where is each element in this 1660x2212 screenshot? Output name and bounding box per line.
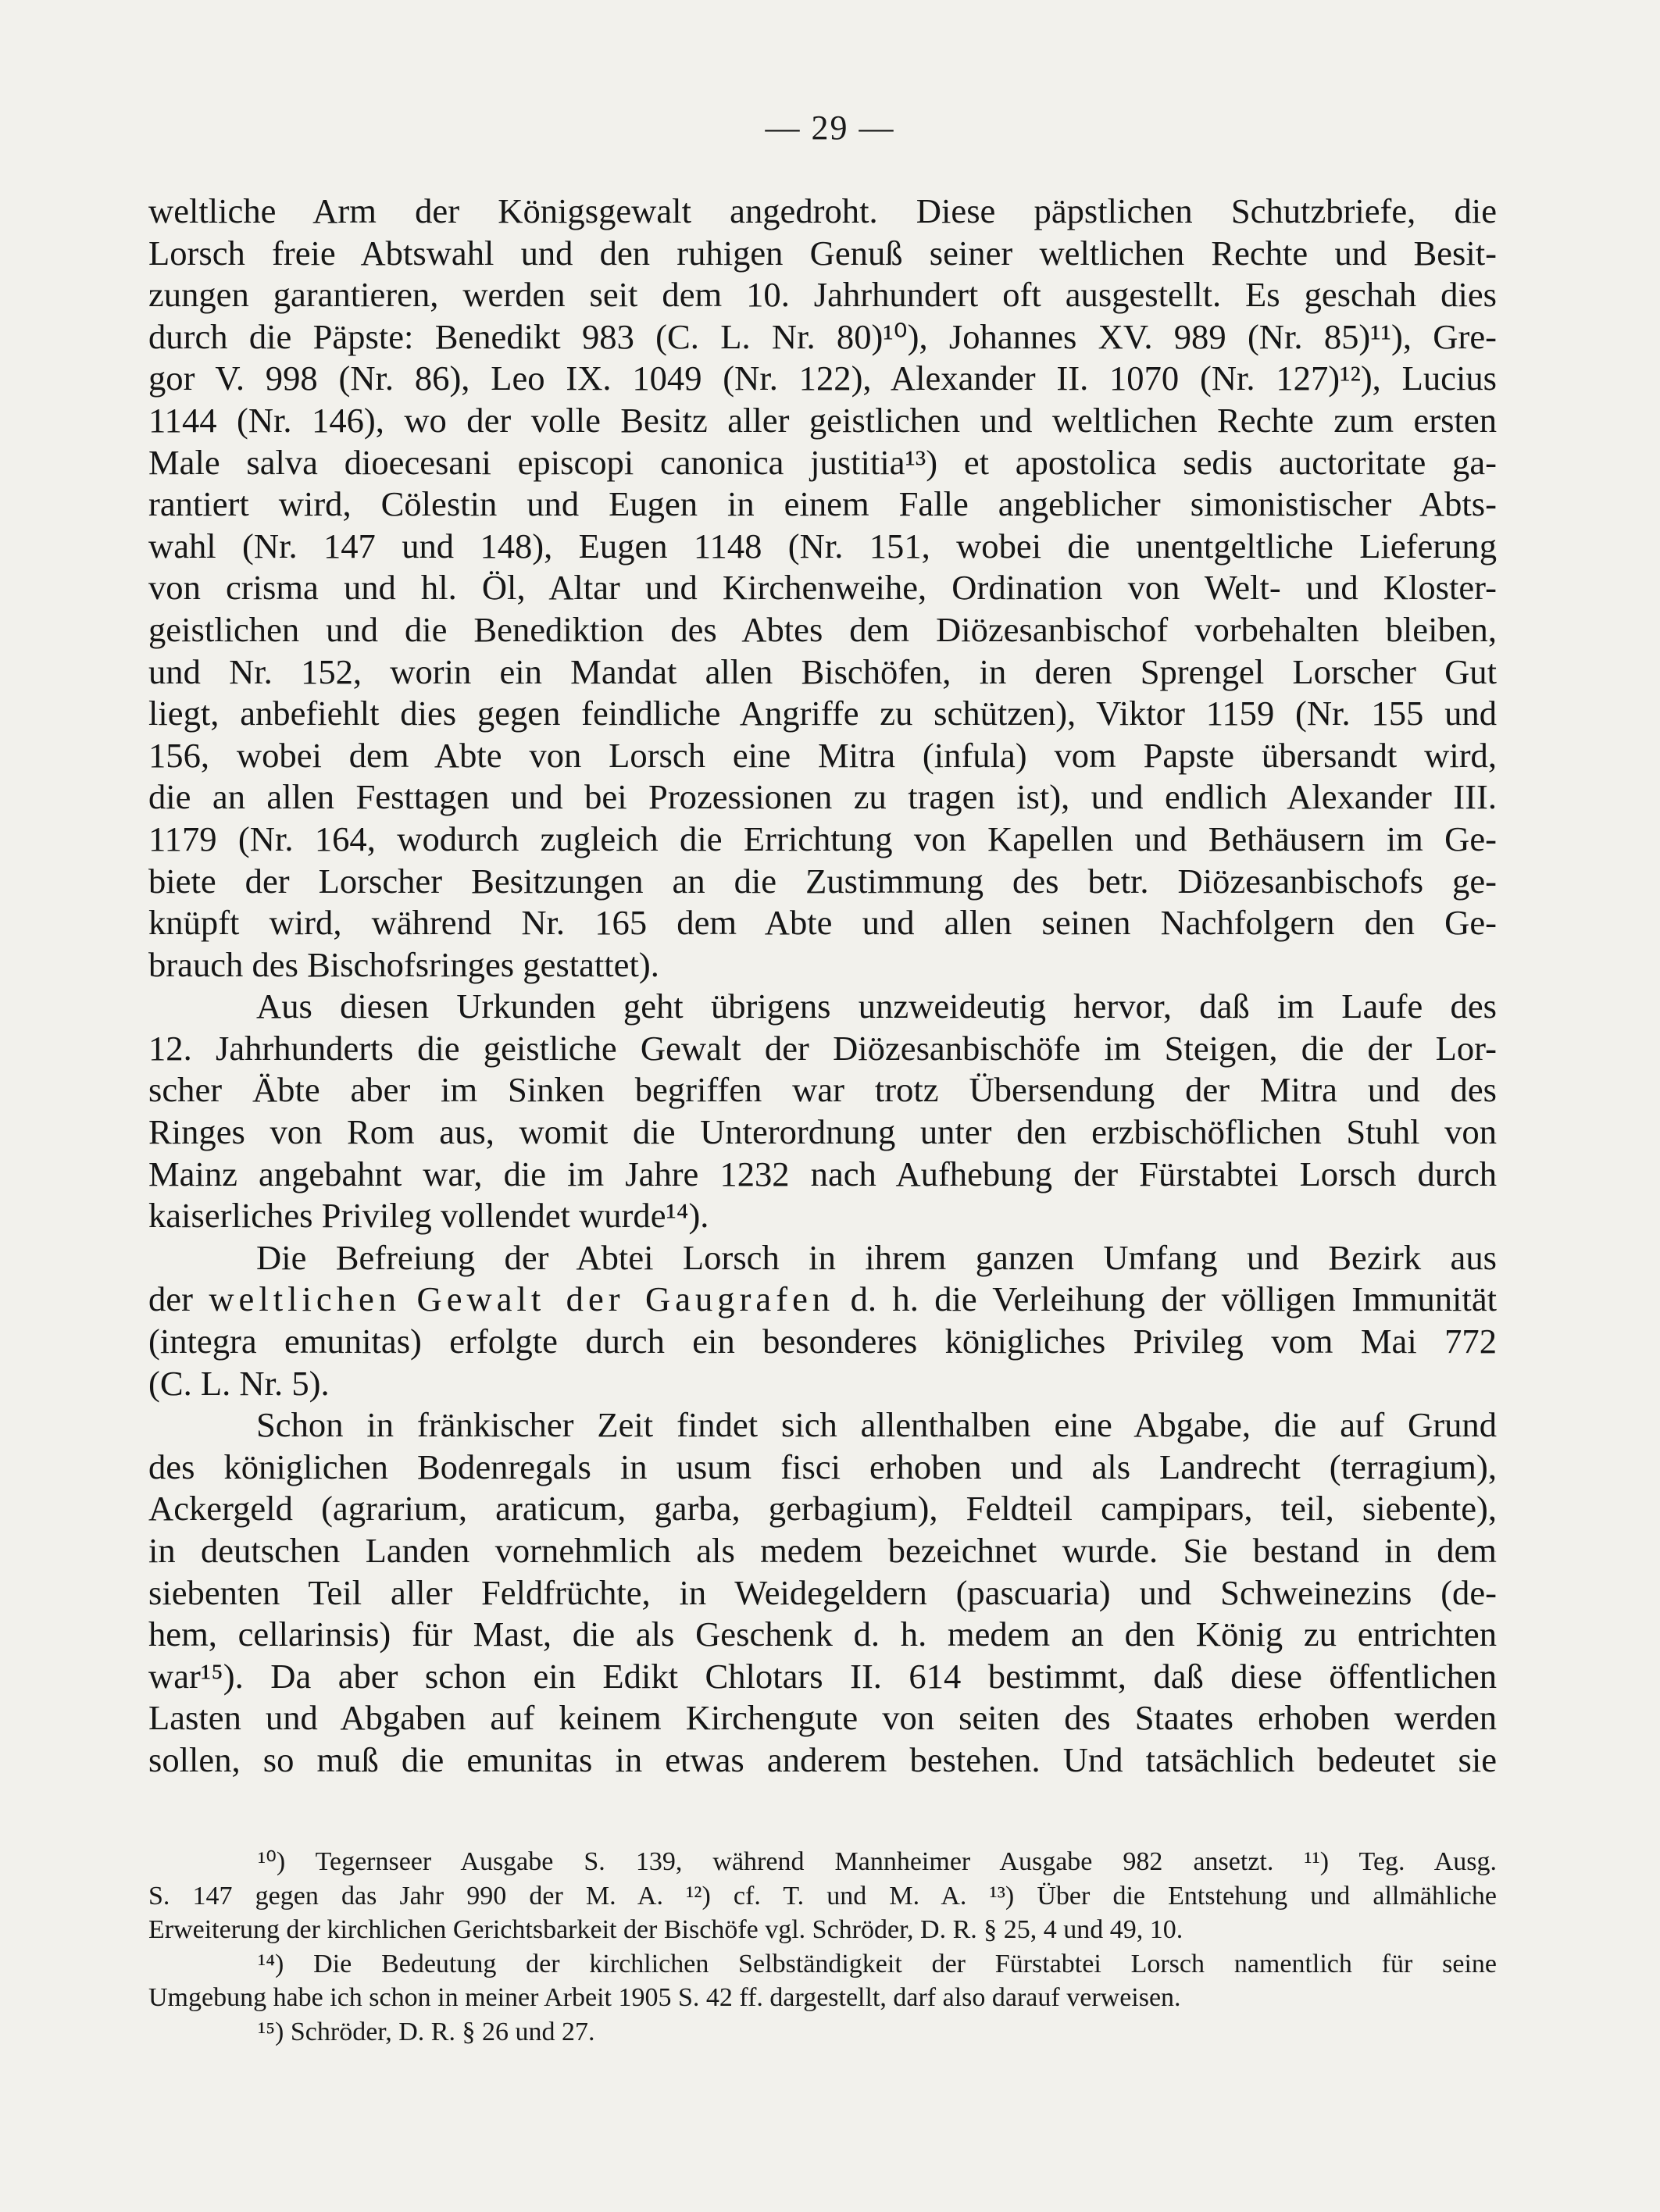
- footnote-15: [148, 2015, 1497, 2050]
- text-line-spaced: [148, 1279, 1497, 1321]
- text-line: 12. Jahrhunderts die geistliche Gewalt der Diözesanbischöfe im Steigen, die der Lor-: [148, 1028, 1497, 1068]
- text-line: hem, cellarinsis) für Mast, die als Geschenk d. h. medem an den König zu entrichten: [148, 1614, 1497, 1654]
- text-line: brauch des Bischofsringes gestattet).: [148, 944, 659, 984]
- footnote-14: [148, 1947, 1497, 2015]
- text-line: sollen, so muß die emunitas in etwas anderem bestehen. Und tatsächlich bedeutet sie: [148, 1739, 1497, 1779]
- text-line: wahl (Nr. 147 und 148), Eugen 1148 (Nr. 151, wobei die unentgeltliche Lieferung: [148, 526, 1497, 565]
- text-line: 1144 (Nr. 146), wo der volle Besitz aller geistlichen und weltlichen Rechte zum ersten: [148, 400, 1497, 440]
- text-line: siebenten Teil aller Feldfrüchte, in Weidegeldern (pascuaria) und Schweinezins (de-: [148, 1572, 1497, 1612]
- text-line: Male salva dioecesani episcopi canonica justitia¹³) et apostolica sedis auctoritate ga-: [148, 442, 1497, 482]
- text-line: Aus diesen Urkunden geht übrigens unzweideutig hervor, daß im Laufe des: [256, 986, 1497, 1026]
- text-line: Mainz angebahnt war, die im Jahre 1232 nach Aufhebung der Fürstabtei Lorsch durch: [148, 1154, 1497, 1193]
- text-line: rantiert wird, Cölestin und Eugen in einem Falle angeblicher simonistischer Abts-: [148, 484, 1497, 524]
- text-line: zungen garantieren, werden seit dem 10. Jahrhundert oft ausgestellt. Es geschah dies: [148, 275, 1497, 315]
- text-line: Schon in fränkischer Zeit findet sich allenthalben eine Abgabe, die auf Grund: [256, 1405, 1497, 1445]
- text-line: biete der Lorscher Besitzungen an die Zustimmung des betr. Diözesanbischofs ge-: [148, 861, 1497, 901]
- spaced-emphasis: weltlichen: [209, 1279, 402, 1319]
- text-line: kaiserliches Privileg vollendet wurde¹⁴).: [148, 1196, 709, 1236]
- footnote-line: ¹⁰) Tegernseer Ausgabe S. 139, während Mannheimer Ausgabe 982 ansetzt. ¹¹) Teg. Ausg.: [258, 1847, 1497, 1876]
- text-line: Die Befreiung der Abtei Lorsch in ihrem ganzen Umfang und Bezirk aus: [256, 1237, 1497, 1277]
- text-line: die an allen Festtagen und bei Prozessionen zu tragen ist), und endlich Alexander III.: [148, 777, 1497, 817]
- footnote-line: ¹⁴) Die Bedeutung der kirchlichen Selbständigkeit der Fürstabtei Lorsch namentlich für seine: [258, 1949, 1497, 1978]
- spaced-emphasis: Gewalt der Gaugrafen: [416, 1279, 835, 1319]
- text-line: Lorsch freie Abtswahl und den ruhigen Genuß seiner weltlichen Rechte und Besit-: [148, 233, 1497, 273]
- footnote-10-13: [148, 1845, 1497, 1947]
- text-line: geistlichen und die Benediktion des Abtes dem Diözesanbischof vorbehalten bleiben,: [148, 609, 1497, 649]
- text-line: scher Äbte aber im Sinken begriffen war trotz Übersendung der Mitra und des: [148, 1070, 1497, 1110]
- paragraph-papal-letters: [148, 191, 1497, 986]
- text-line: 156, wobei dem Abte von Lorsch eine Mitra (infula) vom Papste übersandt wird,: [148, 735, 1497, 775]
- text-line: und Nr. 152, worin ein Mandat allen Bischöfen, in deren Sprengel Lorscher Gut: [148, 651, 1497, 691]
- text-line: 1179 (Nr. 164, wodurch zugleich die Errichtung von Kapellen und Bethäusern im Ge-: [148, 819, 1497, 858]
- footnote-line: ¹⁵) Schröder, D. R. § 26 und 27.: [258, 2017, 595, 2046]
- body-text: [148, 191, 1497, 1782]
- text-line: in deutschen Landen vornehmlich als medem bezeichnet wurde. Sie bestand in dem: [148, 1531, 1497, 1570]
- footnote-line: S. 147 gegen das Jahr 990 der M. A. ¹²) cf. T. und M. A. ¹³) Über die Entstehung und allmähliche: [148, 1881, 1497, 1911]
- paragraph-diocesan-power: [148, 986, 1497, 1237]
- text-line: gor V. 998 (Nr. 86), Leo IX. 1049 (Nr. 122), Alexander II. 1070 (Nr. 127)¹²), Lucius: [148, 359, 1497, 398]
- footnote-line: Umgebung habe ich schon in meiner Arbeit 1905 S. 42 ff. dargestellt, darf also darauf verweisen.: [148, 1983, 1181, 2012]
- text-line: von crisma und hl. Öl, Altar und Kirchenweihe, Ordination von Welt- und Kloster-: [148, 568, 1497, 608]
- page-number: — 29 —: [765, 109, 895, 147]
- paragraph-immunity: [148, 1237, 1497, 1404]
- text-line: Lasten und Abgaben auf keinem Kirchengute von seiten des Staates erhoben werden: [148, 1698, 1497, 1738]
- footnotes: [148, 1845, 1497, 2049]
- text-line: knüpft wird, während Nr. 165 dem Abte und allen seinen Nachfolgern den Ge-: [148, 903, 1497, 943]
- text-line: Ackergeld (agrarium, araticum, garba, gerbagium), Feldteil campipars, teil, siebente),: [148, 1489, 1497, 1529]
- text-line: weltliche Arm der Königsgewalt angedroht. Diese päpstlichen Schutzbriefe, die: [148, 191, 1497, 230]
- footnote-line: Erweiterung der kirchlichen Gerichtsbarkeit der Bischöfe vgl. Schröder, D. R. § 25, 4 und 49, 10.: [148, 1915, 1183, 1944]
- text-segment: d. h. die Verleihung der völligen Immunität: [834, 1279, 1498, 1319]
- text-line: liegt, anbefiehlt dies gegen feindliche Angriffe zu schützen), Viktor 1159 (Nr. 155 und: [148, 694, 1497, 733]
- text-segment: der: [148, 1279, 209, 1319]
- text-line: Ringes von Rom aus, womit die Unterordnung unter den erzbischöflichen Stuhl von: [148, 1112, 1497, 1152]
- paragraph-frankish-levy: [148, 1404, 1497, 1781]
- text-line: durch die Päpste: Benedikt 983 (C. L. Nr. 80)¹⁰), Johannes XV. 989 (Nr. 85)¹¹), Gre-: [148, 316, 1497, 356]
- text-line: (C. L. Nr. 5).: [148, 1363, 330, 1403]
- text-line: (integra emunitas) erfolgte durch ein besonderes königliches Privileg vom Mai 772: [148, 1322, 1497, 1361]
- text-line: war¹⁵). Da aber schon ein Edikt Chlotars II. 614 bestimmt, daß diese öffentlichen: [148, 1656, 1497, 1696]
- text-line: des königlichen Bodenregals in usum fisci erhoben und als Landrecht (terragium),: [148, 1447, 1497, 1486]
- text-segment: [401, 1279, 416, 1318]
